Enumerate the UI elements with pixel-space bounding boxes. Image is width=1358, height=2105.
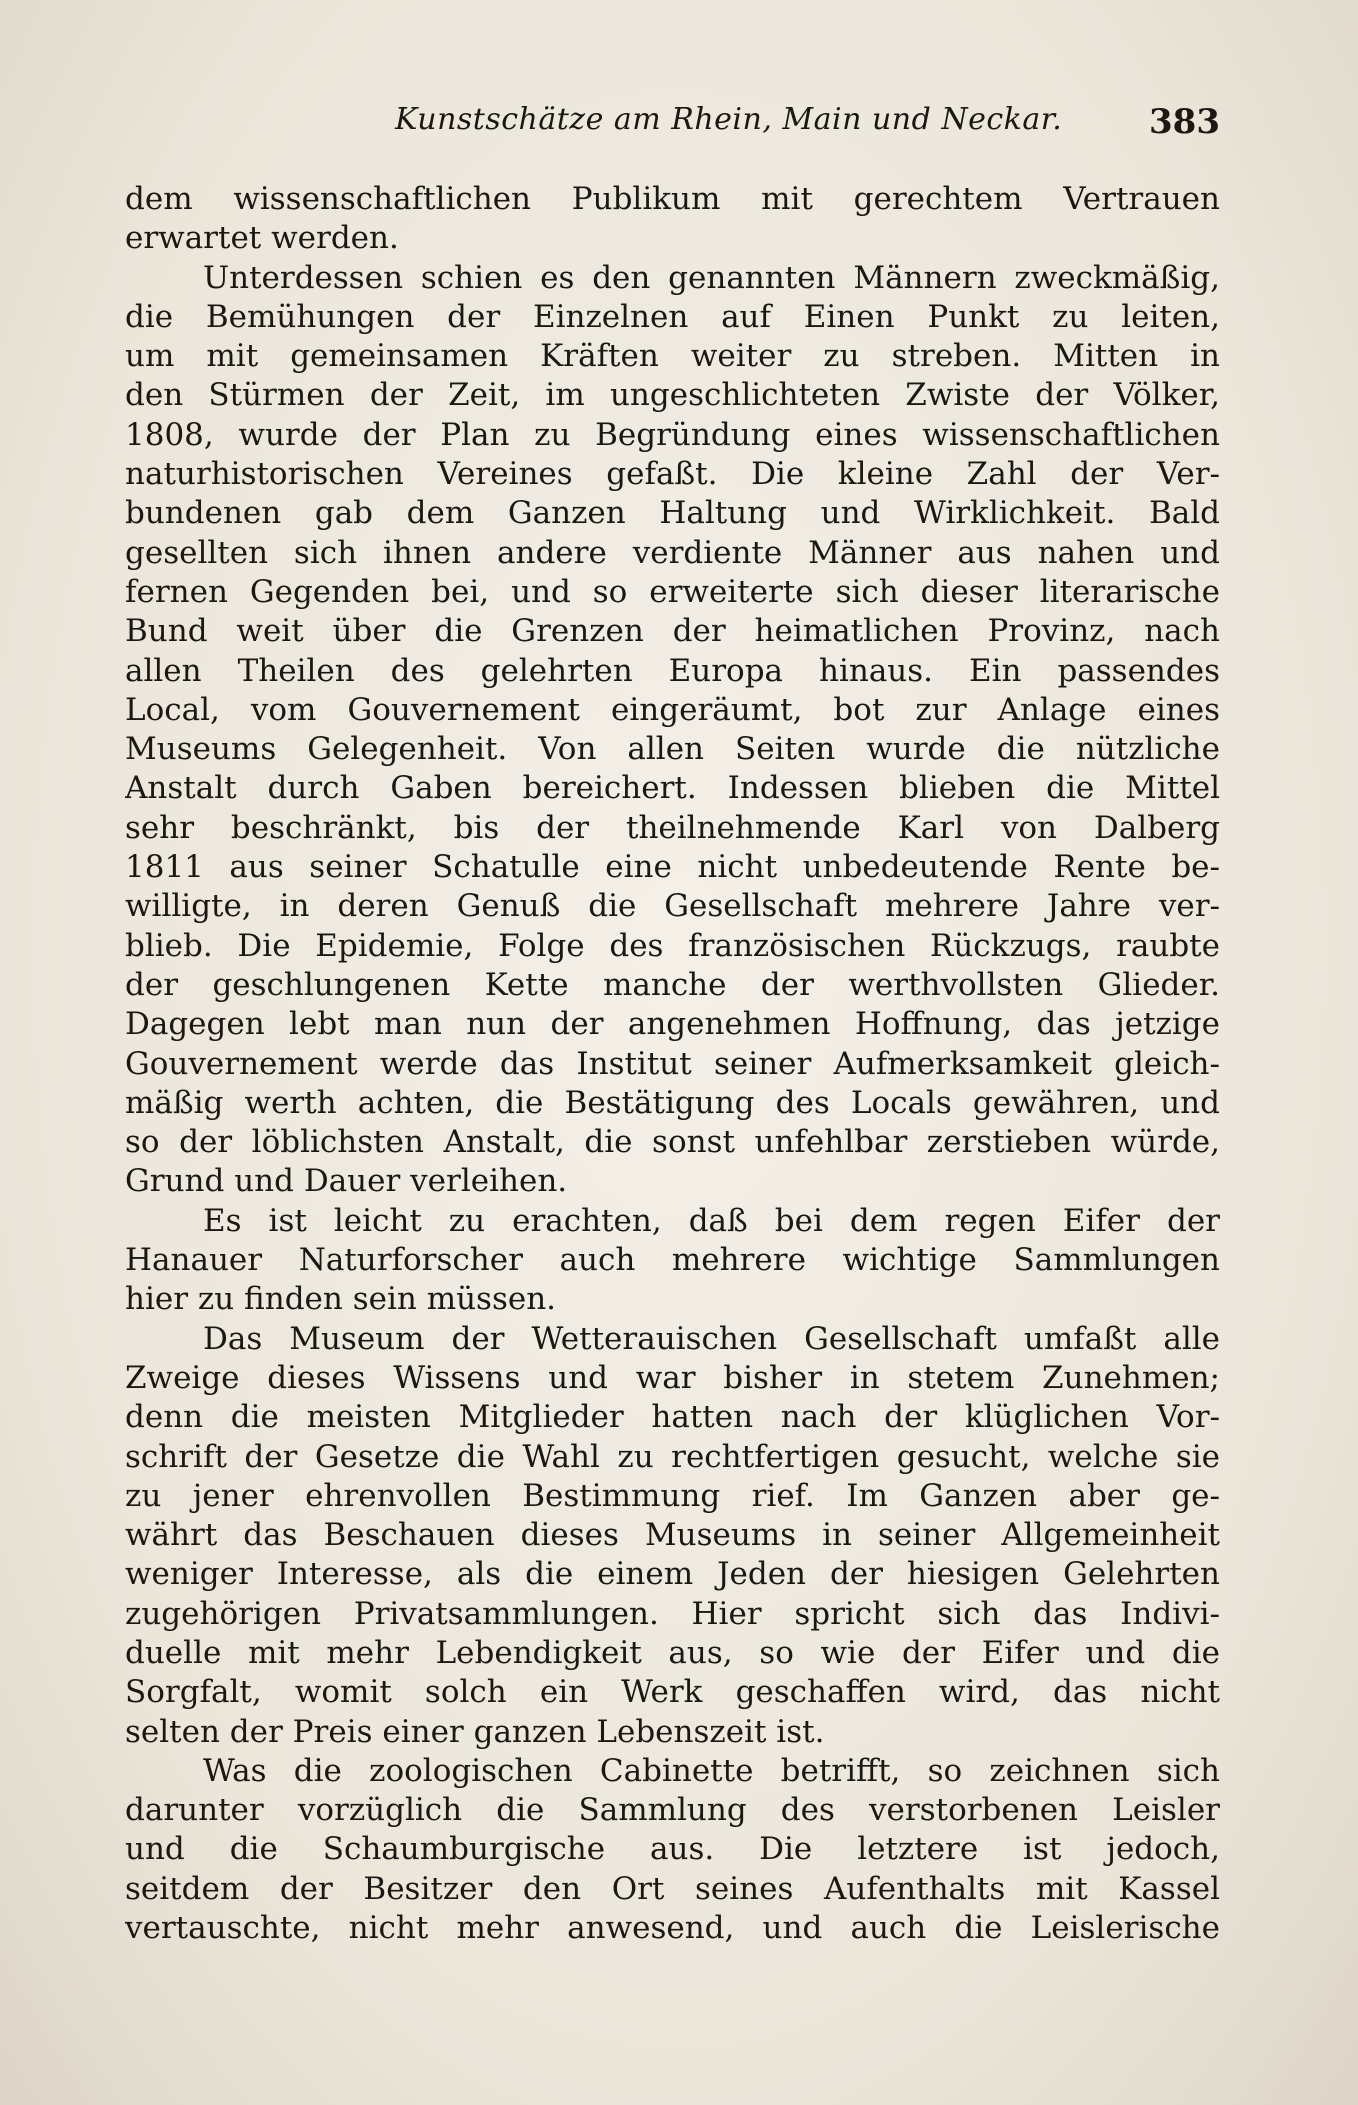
text-line: schrift der Gesetze die Wahl zu rechtfertigen gesucht, welche sie [125,1438,1220,1475]
text-line: so der löblichsten Anstalt, die sonst unfehlbar zerstieben würde, [125,1124,1220,1161]
text-line: gesellten sich ihnen andere verdiente Männer aus nahen und [125,534,1220,571]
page-number: 383 [1149,102,1220,142]
text-line: selten der Preis einer ganzen Lebenszeit ist. [125,1713,825,1750]
text-line: seitdem der Besitzer den Ort seines Aufenthalts mit Kassel [125,1870,1220,1907]
text-line: erwartet werden. [125,220,399,257]
page-header [125,102,1220,146]
text-line: Es ist leicht zu erachten, daß bei dem regen Eifer der [203,1202,1220,1239]
text-line: und die Schaumburgische aus. Die letztere ist jedoch, [125,1831,1220,1868]
text-line: Sorgfalt, womit solch ein Werk geschaffen wird, das nicht [125,1674,1220,1711]
text-line: weniger Interesse, als die einem Jeden der hiesigen Gelehrten [125,1556,1220,1593]
text-line: darunter vorzüglich die Sammlung des verstorbenen Leisler [125,1792,1220,1829]
text-line: der geschlungenen Kette manche der werthvollsten Glieder. [125,966,1220,1003]
text-line: sehr beschränkt, bis der theilnehmende Karl von Dalberg [125,809,1220,846]
text-line: dem wissenschaftlichen Publikum mit gerechtem Vertrauen [125,181,1220,217]
text-line: Grund und Dauer verleihen. [125,1163,568,1200]
text-line: 1811 aus seiner Schatulle eine nicht unbedeutende Rente be- [125,849,1220,886]
text-line: denn die meisten Mitglieder hatten nach der klüglichen Vor- [125,1399,1220,1436]
text-line: naturhistorischen Vereines gefaßt. Die kleine Zahl der Ver- [125,456,1220,493]
text-line: blieb. Die Epidemie, Folge des französischen Rückzugs, raubte [125,927,1220,964]
text-line: währt das Beschauen dieses Museums in seiner Allgemeinheit [125,1517,1220,1554]
text-line: zugehörigen Privatsammlungen. Hier spricht sich das Indivi- [125,1595,1220,1632]
text-line: um mit gemeinsamen Kräften weiter zu streben. Mitten in [125,338,1220,375]
text-line: Museums Gelegenheit. Von allen Seiten wurde die nützliche [125,731,1220,768]
text-line: Hanauer Naturforscher auch mehrere wichtige Sammlungen [125,1242,1220,1279]
text-line: Local, vom Gouvernement eingeräumt, bot zur Anlage eines [125,691,1220,728]
text-line: Zweige dieses Wissens und war bisher in stetem Zunehmen; [125,1359,1220,1396]
text-line: duelle mit mehr Lebendigkeit aus, so wie der Eifer und die [125,1634,1220,1671]
running-title: Kunstschätze am Rhein, Main und Neckar. [395,102,1063,137]
text-line: mäßig werth achten, die Bestätigung des Locals gewähren, und [125,1084,1220,1121]
text-line: Dagegen lebt man nun der angenehmen Hoffnung, das jetzige [125,1006,1220,1043]
body-text [125,180,1220,1948]
text-line: zu jener ehrenvollen Bestimmung rief. Im Ganzen aber ge- [125,1477,1220,1514]
text-line: bundenen gab dem Ganzen Haltung und Wirklichkeit. Bald [125,495,1220,532]
text-line: Anstalt durch Gaben bereichert. Indessen blieben die Mittel [125,770,1220,807]
text-line: die Bemühungen der Einzelnen auf Einen Punkt zu leiten, [125,298,1220,335]
text-line: Was die zoologischen Cabinette betrifft, so zeichnen sich [203,1752,1220,1789]
text-line: fernen Gegenden bei, und so erweiterte sich dieser literarische [125,573,1220,610]
text-line: hier zu finden sein müssen. [125,1281,557,1318]
text-line: 1808, wurde der Plan zu Begründung eines wissenschaftlichen [125,416,1220,453]
text-line: allen Theilen des gelehrten Europa hinaus. Ein passendes [125,652,1220,689]
text-line: Unterdessen schien es den genannten Männern zweckmäßig, [203,259,1220,296]
text-line: den Stürmen der Zeit, im ungeschlichteten Zwiste der Völker, [125,377,1220,414]
text-line: willigte, in deren Genuß die Gesellschaft mehrere Jahre ver- [125,888,1220,925]
text-line: Das Museum der Wetterauischen Gesellschaft umfaßt alle [203,1320,1220,1357]
text-line: Bund weit über die Grenzen der heimatlichen Provinz, nach [125,613,1220,650]
text-line: Gouvernement werde das Institut seiner Aufmerksamkeit gleich- [125,1045,1220,1082]
text-line: vertauschte, nicht mehr anwesend, und auch die Leislerische [125,1910,1220,1947]
